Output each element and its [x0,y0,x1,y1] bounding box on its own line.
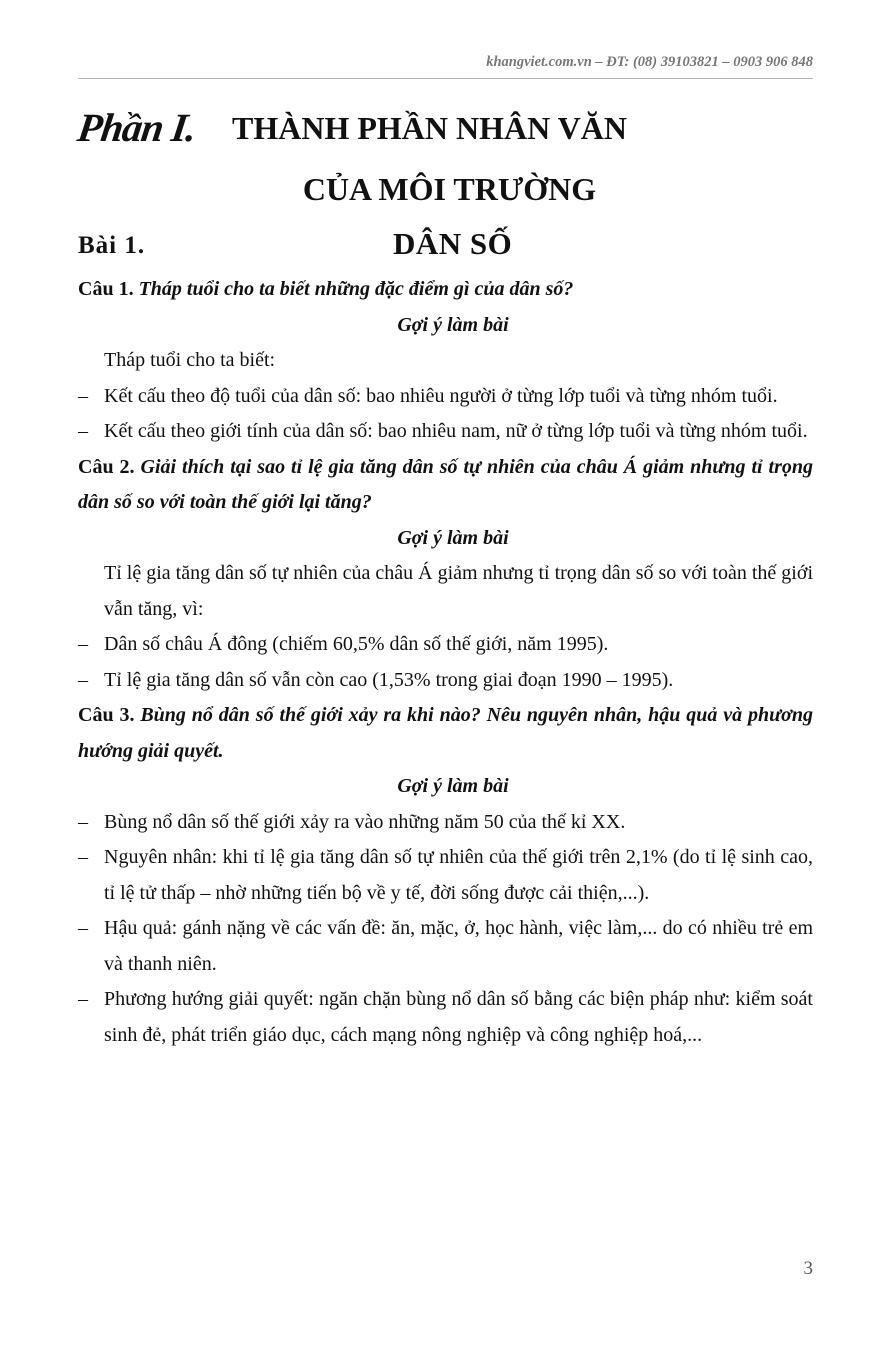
list-item [78,982,813,1053]
header-divider [78,78,813,79]
part-title-line2: CỦA MÔI TRƯỜNG [302,171,597,207]
list-item-text: Dân số châu Á đông (chiếm 60,5% dân số thế giới, năm 1995). [104,633,609,655]
list-item [78,379,813,415]
part-title-line1: THÀNH PHẦN NHÂN VĂN [232,110,627,146]
list-item-text: Bùng nổ dân số thế giới xảy ra vào những năm 50 của thế kỉ XX. [104,810,626,833]
question-3-text: Bùng nổ dân số thế giới xảy ra khi nào? Nêu nguyên nhân, hậu quả và phương hướng giải quyết. [78,704,814,762]
question-1 [78,272,813,308]
list-item-text: Kết cấu theo độ tuổi của dân số: bao nhiêu người ở từng lớp tuổi và từng nhóm tuổi. [104,384,778,407]
list-item-text: Tỉ lệ gia tăng dân số vẫn còn cao (1,53% trong giai đoạn 1990 – 1995). [104,668,674,691]
dash-marker: – [78,633,88,655]
dash-marker: – [78,988,88,1010]
question-3-label: Câu 3. [78,704,135,726]
list-item-text: Phương hướng giải quyết: ngăn chặn bùng nổ dân số bằng các biện pháp như: kiểm soát sinh đẻ, phát triển giáo dục, cách mạng nông nghiệp và công nghiệp hoá,... [104,988,813,1046]
question-1-text: Tháp tuổi cho ta biết những đặc điểm gì của dân số? [138,278,574,300]
question-2-hint: Gợi ý làm bài [397,526,509,549]
question-2 [78,450,813,521]
list-item [78,627,813,663]
question-1-hint: Gợi ý làm bài [397,313,509,336]
lesson-number: Bài 1. [78,232,146,259]
question-1-intro: Tháp tuổi cho ta biết: [104,349,276,371]
dash-marker: – [78,917,88,939]
question-2-text: Giải thích tại sao tỉ lệ gia tăng dân số tự nhiên của châu Á giảm nhưng tỉ trọng dân số so với toàn thế giới lại tăng? [78,455,813,513]
list-item [78,414,813,450]
list-item [78,663,813,699]
list-item-text: Hậu quả: gánh nặng về các vấn đề: ăn, mặc, ở, học hành, việc làm,... do có nhiều trẻ em và thanh niên. [104,917,813,975]
dash-marker: – [78,810,88,833]
dash-marker: – [78,384,88,407]
list-item [78,840,813,911]
question-3-hint: Gợi ý làm bài [397,775,509,797]
page-header: khangviet.com.vn – ĐT: (08) 39103821 – 0903 906 848 [486,54,813,70]
list-item-text: Nguyên nhân: khi tỉ lệ gia tăng dân số tự nhiên của thế giới trên 2,1% (do tỉ lệ sinh cao, tỉ lệ tử thấp – nhờ những tiến bộ về y tế, đời sống được cải thiện,...). [104,846,813,904]
question-1-label: Câu 1. [78,278,134,300]
list-item [78,911,813,982]
part-label: Phần I. [74,105,199,150]
list-item-text: Kết cấu theo giới tính của dân số: bao nhiêu nam, nữ ở từng lớp tuổi và từng nhóm tuổi. [104,420,808,442]
question-2-intro: Tỉ lệ gia tăng dân số tự nhiên của châu Á giảm nhưng tỉ trọng dân số so với toàn thế giới vẫn tăng, vì: [104,562,813,620]
question-3 [78,698,813,769]
dash-marker: – [78,846,88,868]
list-item [78,805,813,841]
document-body [78,272,813,1053]
dash-marker: – [78,668,88,691]
page-number: 3 [803,1258,813,1279]
dash-marker: – [78,420,88,442]
question-2-label: Câu 2. [78,455,135,478]
lesson-title: DÂN SỐ [393,226,513,261]
